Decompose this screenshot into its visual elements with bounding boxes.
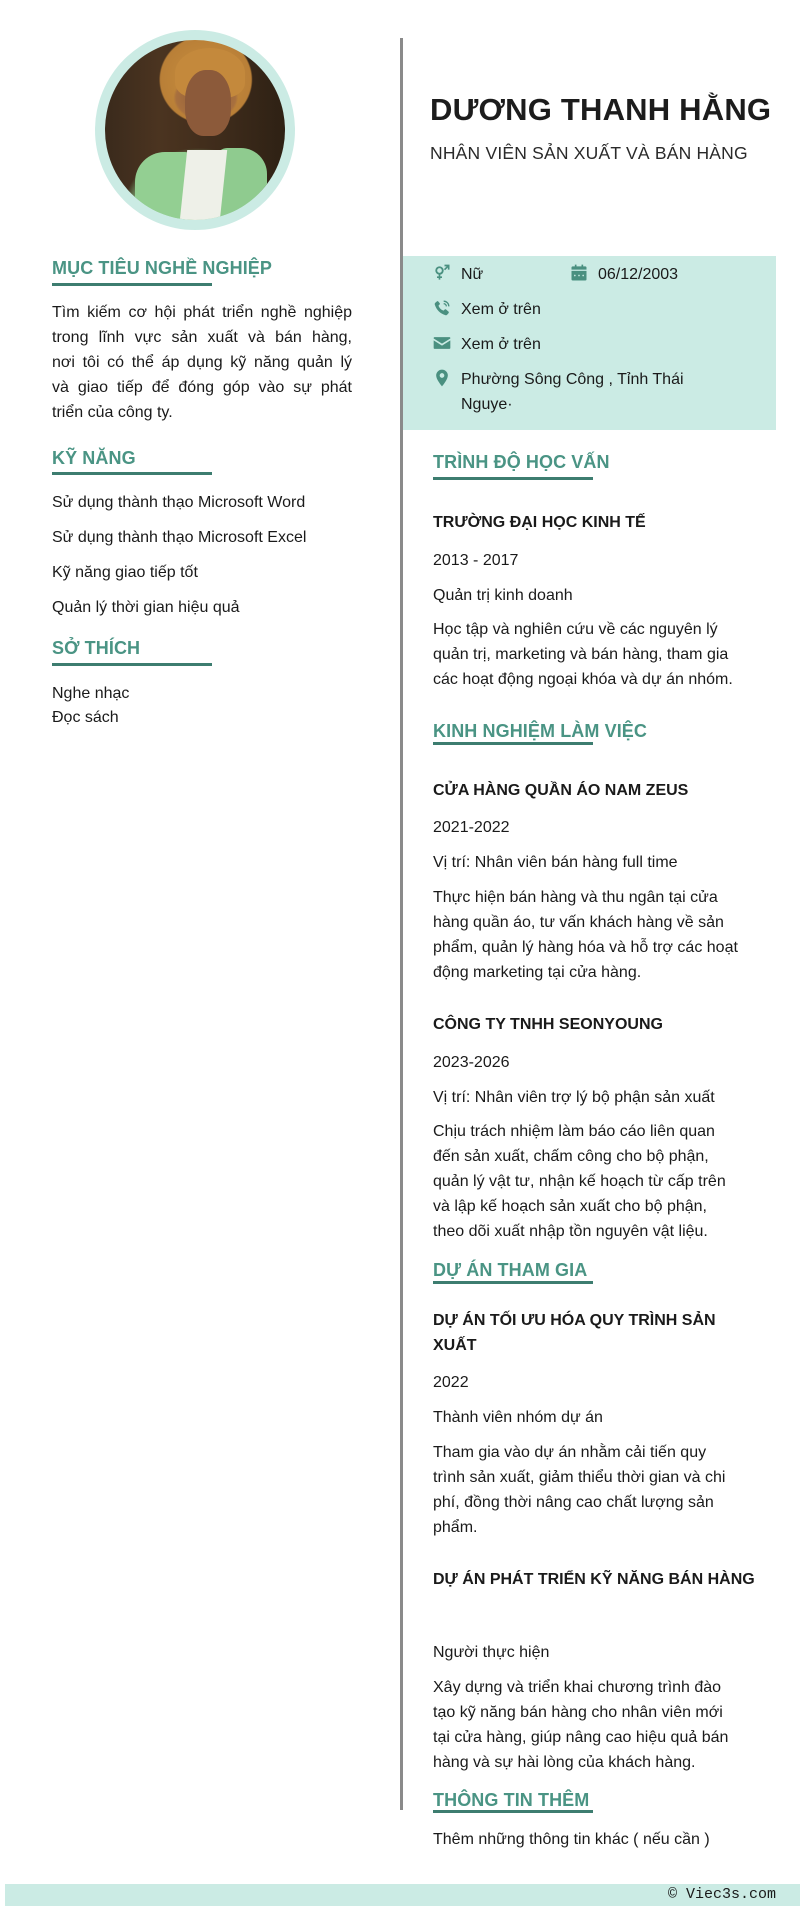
contact-address	[431, 367, 684, 417]
school-name: TRƯỜNG ĐẠI HỌC KINH TẾ	[433, 514, 646, 531]
section-title-education: TRÌNH ĐỘ HỌC VẤN	[433, 452, 610, 472]
job-company: CỬA HÀNG QUẦN ÁO NAM ZEUS	[433, 782, 689, 799]
section-underline	[52, 283, 212, 286]
section-underline	[433, 477, 593, 480]
footer-copyright: © Viec3s.com	[667, 1886, 776, 1903]
footer-bar	[5, 1884, 800, 1906]
job-position: Vị trí: Nhân viên trợ lý bộ phận sản xuất	[433, 1089, 715, 1106]
birthday-value: 06/12/2003	[598, 266, 679, 283]
hobby-item: Nghe nhạc	[52, 685, 130, 702]
project-description: Xây dựng và triển khai chương trình đào tạo kỹ năng bán hàng cho nhân viên mới tại cửa hàng, giúp nâng cao hiệu quả bán hàng và sự hài lòng của khách hàng.	[433, 1679, 729, 1771]
job-position: Vị trí: Nhân viên bán hàng full time	[433, 854, 678, 871]
contact-phone	[431, 297, 541, 322]
project-name: DỰ ÁN TỐI ƯU HÓA QUY TRÌNH SẢN XUẤT	[433, 1312, 716, 1354]
candidate-name: DƯƠNG THANH HẰNG	[430, 92, 772, 127]
skill-item: Quản lý thời gian hiệu quả	[52, 599, 240, 616]
job-description: Thực hiện bán hàng và thu ngân tại cửa hàng quần áo, tư vấn khách hàng về sản phẩm, quản lý hàng hóa và hỗ trợ các hoạt động marketing tại cửa hàng.	[433, 889, 738, 981]
gender-value: Nữ	[461, 266, 484, 283]
section-title-additional: THÔNG TIN THÊM	[433, 1790, 590, 1810]
location-pin-icon	[431, 367, 453, 389]
phone-value: Xem ở trên	[461, 301, 541, 318]
section-underline	[433, 1281, 593, 1284]
phone-icon	[431, 297, 453, 319]
job-description: Chịu trách nhiệm làm báo cáo liên quan đến sản xuất, chấm công cho bộ phận, quản lý vật tư, nhận kế hoạch từ cấp trên và lập kế hoạch sản xuất cho bộ phận, theo dõi xuất nhập tồn nguyên vật liệu.	[433, 1123, 726, 1240]
section-underline	[52, 472, 212, 475]
job-title: NHÂN VIÊN SẢN XUẤT VÀ BÁN HÀNG	[430, 143, 748, 163]
section-underline	[433, 742, 593, 745]
contact-email	[431, 332, 541, 357]
gender-icon	[431, 262, 453, 284]
contact-panel	[403, 256, 776, 430]
project-description: Tham gia vào dự án nhằm cải tiến quy trình sản xuất, giảm thiểu thời gian và chi phí, đồng thời nâng cao chất lượng sản phẩm.	[433, 1444, 726, 1536]
project-role: Người thực hiện	[433, 1644, 550, 1661]
section-underline	[433, 1810, 593, 1813]
section-underline	[52, 663, 212, 666]
job-company: CÔNG TY TNHH SEONYOUNG	[433, 1016, 663, 1033]
section-title-experience: KINH NGHIỆM LÀM VIỆC	[433, 721, 648, 741]
section-title-hobbies: SỞ THÍCH	[52, 638, 141, 658]
skill-item: Sử dụng thành thạo Microsoft Word	[52, 494, 306, 511]
additional-text: Thêm những thông tin khác ( nếu cần )	[433, 1831, 710, 1848]
project-role: Thành viên nhóm dự án	[433, 1409, 603, 1426]
job-period: 2023-2026	[433, 1054, 510, 1071]
contact-birthday	[568, 262, 678, 287]
avatar	[105, 40, 285, 220]
email-value: Xem ở trên	[461, 336, 541, 353]
section-title-objective: MỤC TIÊU NGHỀ NGHIỆP	[52, 258, 273, 278]
address-value: Phường Sông Công , Tỉnh Thái Nguye·	[461, 371, 684, 413]
project-name: DỰ ÁN PHÁT TRIỂN KỸ NĂNG BÁN HÀNG	[433, 1571, 755, 1588]
mail-icon	[431, 332, 453, 354]
job-period: 2021-2022	[433, 819, 510, 836]
section-title-projects: DỰ ÁN THAM GIA	[433, 1260, 588, 1280]
section-title-skills: KỸ NĂNG	[52, 448, 136, 468]
contact-gender	[431, 262, 483, 287]
education-description: Học tập và nghiên cứu về các nguyên lý quản trị, marketing và bán hàng, tham gia các hoạt động ngoại khóa và dự án nhóm.	[433, 621, 733, 688]
skill-item: Kỹ năng giao tiếp tốt	[52, 564, 198, 581]
avatar-frame	[95, 30, 295, 230]
education-major: Quản trị kinh doanh	[433, 587, 573, 604]
project-period: 2022	[433, 1374, 469, 1391]
objective-text: Tìm kiếm cơ hội phát triển nghề nghiệp trong lĩnh vực sản xuất và bán hàng, nơi tôi có thể áp dụng kỹ năng quản lý và giao tiếp để đóng góp vào sự phát triển của công ty.	[52, 304, 352, 421]
calendar-icon	[568, 262, 590, 284]
skill-item: Sử dụng thành thạo Microsoft Excel	[52, 529, 307, 546]
education-period: 2013 - 2017	[433, 552, 519, 569]
hobby-item: Đọc sách	[52, 709, 119, 726]
